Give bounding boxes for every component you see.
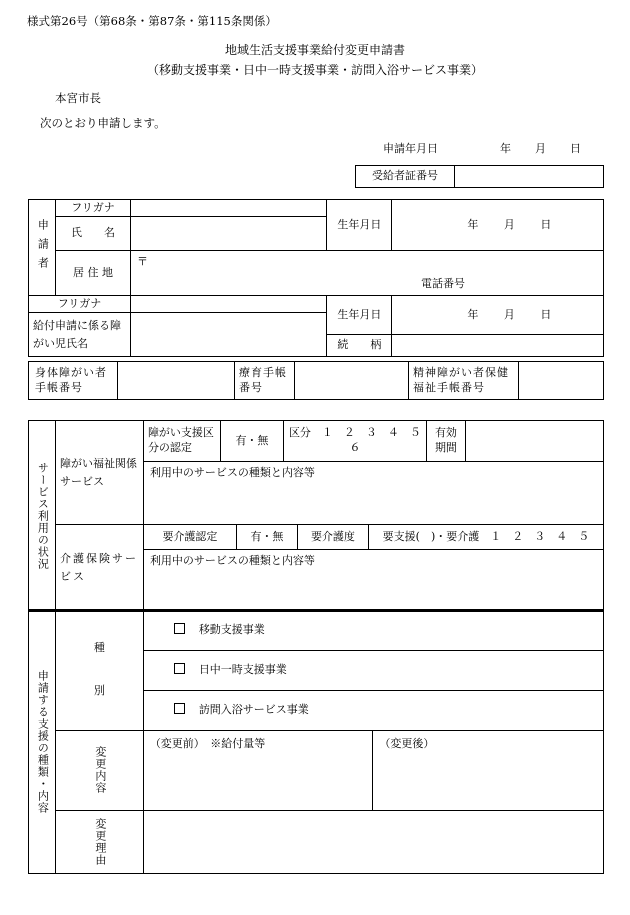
welfare-yes-no[interactable]: 有・無 xyxy=(220,421,283,461)
applicant-name-field[interactable] xyxy=(130,217,326,251)
welfare-service-label: 障がい福祉関係サービス xyxy=(55,421,143,525)
postal-mark: 〒 xyxy=(136,255,148,268)
change-after-field[interactable] xyxy=(373,730,604,810)
care-cert-label: 要介護認定 xyxy=(144,525,237,549)
option-bath-service[interactable]: 訪問入浴サービス事業 xyxy=(143,690,603,730)
applicant-address-label: 居 住 地 xyxy=(55,251,130,296)
kind-label: 種 別 xyxy=(55,610,143,730)
option-day-support[interactable]: 日中一時支援事業 xyxy=(143,650,603,690)
physical-handbook-field[interactable] xyxy=(118,362,235,400)
care-in-use-label: 利用中のサービスの種類と内容等 xyxy=(149,554,315,567)
application-date-day: 日 xyxy=(570,142,581,155)
application-date-month: 月 xyxy=(535,142,546,155)
child-name-field[interactable] xyxy=(130,313,326,357)
requested-section-label: 申請する支援の種類・内容 xyxy=(29,610,56,873)
welfare-cert-row xyxy=(144,421,603,461)
application-date-label: 申請年月日 xyxy=(383,142,438,155)
form-number: 様式第26号（第68条・第87条・第115条関係） xyxy=(27,14,277,28)
child-furigana-field[interactable] xyxy=(130,296,326,313)
child-name-label: 給付申請に係る障がい児氏名 xyxy=(29,313,131,357)
page-subtitle: （移動支援事業・日中一時支援事業・訪問入浴サービス事業） xyxy=(146,63,483,77)
applicant-address-field[interactable] xyxy=(130,251,603,296)
applicant-birth-label: 生年月日 xyxy=(327,200,392,251)
recipient-cert-table xyxy=(355,165,604,188)
care-level-label: 要介護度 xyxy=(297,525,368,549)
care-cert-row xyxy=(144,525,603,549)
checkbox-icon[interactable] xyxy=(174,703,185,714)
change-content-label: 変更内容 xyxy=(55,730,143,810)
applicant-section-label: 申請者 xyxy=(29,200,56,296)
welfare-in-use-label: 利用中のサービスの種類と内容等 xyxy=(149,466,315,479)
welfare-category[interactable]: 区分 １ ２ ３ ４ ５ ６ xyxy=(283,421,426,461)
welfare-cert-label: 障がい支援区分の認定 xyxy=(144,421,221,461)
mental-handbook-field[interactable] xyxy=(519,362,604,400)
child-birth-label: 生年月日 xyxy=(327,296,392,335)
change-before-label: （変更前） ※給付量等 xyxy=(149,736,266,750)
page-title: 地域生活支援事業給付変更申請書 xyxy=(224,43,405,57)
change-reason-label: 変更理由 xyxy=(55,810,143,873)
change-reason-field[interactable] xyxy=(143,810,603,873)
service-status-table xyxy=(28,420,604,612)
change-after-label: （変更後） xyxy=(379,736,435,750)
rehab-handbook-field[interactable] xyxy=(295,362,409,400)
applicant-furigana-label: フリガナ xyxy=(55,200,130,217)
child-relation-field[interactable] xyxy=(392,335,604,357)
statement: 次のとおり申請します。 xyxy=(40,116,166,130)
child-furigana-label: フリガナ xyxy=(29,296,131,313)
welfare-valid-label: 有効期間 xyxy=(426,421,465,461)
handbook-table xyxy=(28,361,604,400)
phone-label: 電話番号 xyxy=(420,277,465,290)
mental-handbook-label: 精神障がい者保健福祉手帳番号 xyxy=(409,362,519,400)
checkbox-icon[interactable] xyxy=(174,663,185,674)
applicant-furigana-field[interactable] xyxy=(130,200,326,217)
checkbox-icon[interactable] xyxy=(174,623,185,634)
option-mobility[interactable]: 移動支援事業 xyxy=(143,610,603,650)
rehab-handbook-label: 療育手帳番号 xyxy=(235,362,295,400)
care-levels[interactable]: 要支援( )・要介護 １ ２ ３ ４ ５ xyxy=(368,525,603,549)
applicant-table xyxy=(28,199,604,357)
service-status-section-label: サービス利用の状況 xyxy=(29,421,56,612)
physical-handbook-label: 身体障がい者手帳番号 xyxy=(29,362,118,400)
child-relation-label: 続 柄 xyxy=(327,335,392,357)
care-service-label: 介護保険サービス xyxy=(55,525,143,612)
application-date-year: 年 xyxy=(500,142,511,155)
requested-support-table xyxy=(28,609,604,874)
change-before-field[interactable] xyxy=(143,730,373,810)
recipient-cert-label: 受給者証番号 xyxy=(356,166,455,188)
recipient-cert-field[interactable] xyxy=(455,166,604,188)
care-yes-no[interactable]: 有・無 xyxy=(236,525,297,549)
applicant-name-label: 氏 名 xyxy=(55,217,130,251)
applicant-birth-field[interactable]: 年 月 日 xyxy=(392,200,604,251)
care-in-use-field[interactable] xyxy=(143,550,603,612)
welfare-valid-field[interactable] xyxy=(465,421,603,461)
addressee: 本宮市長 xyxy=(55,91,101,105)
child-birth-field[interactable]: 年 月 日 xyxy=(392,296,604,335)
welfare-in-use-field[interactable] xyxy=(143,462,603,525)
